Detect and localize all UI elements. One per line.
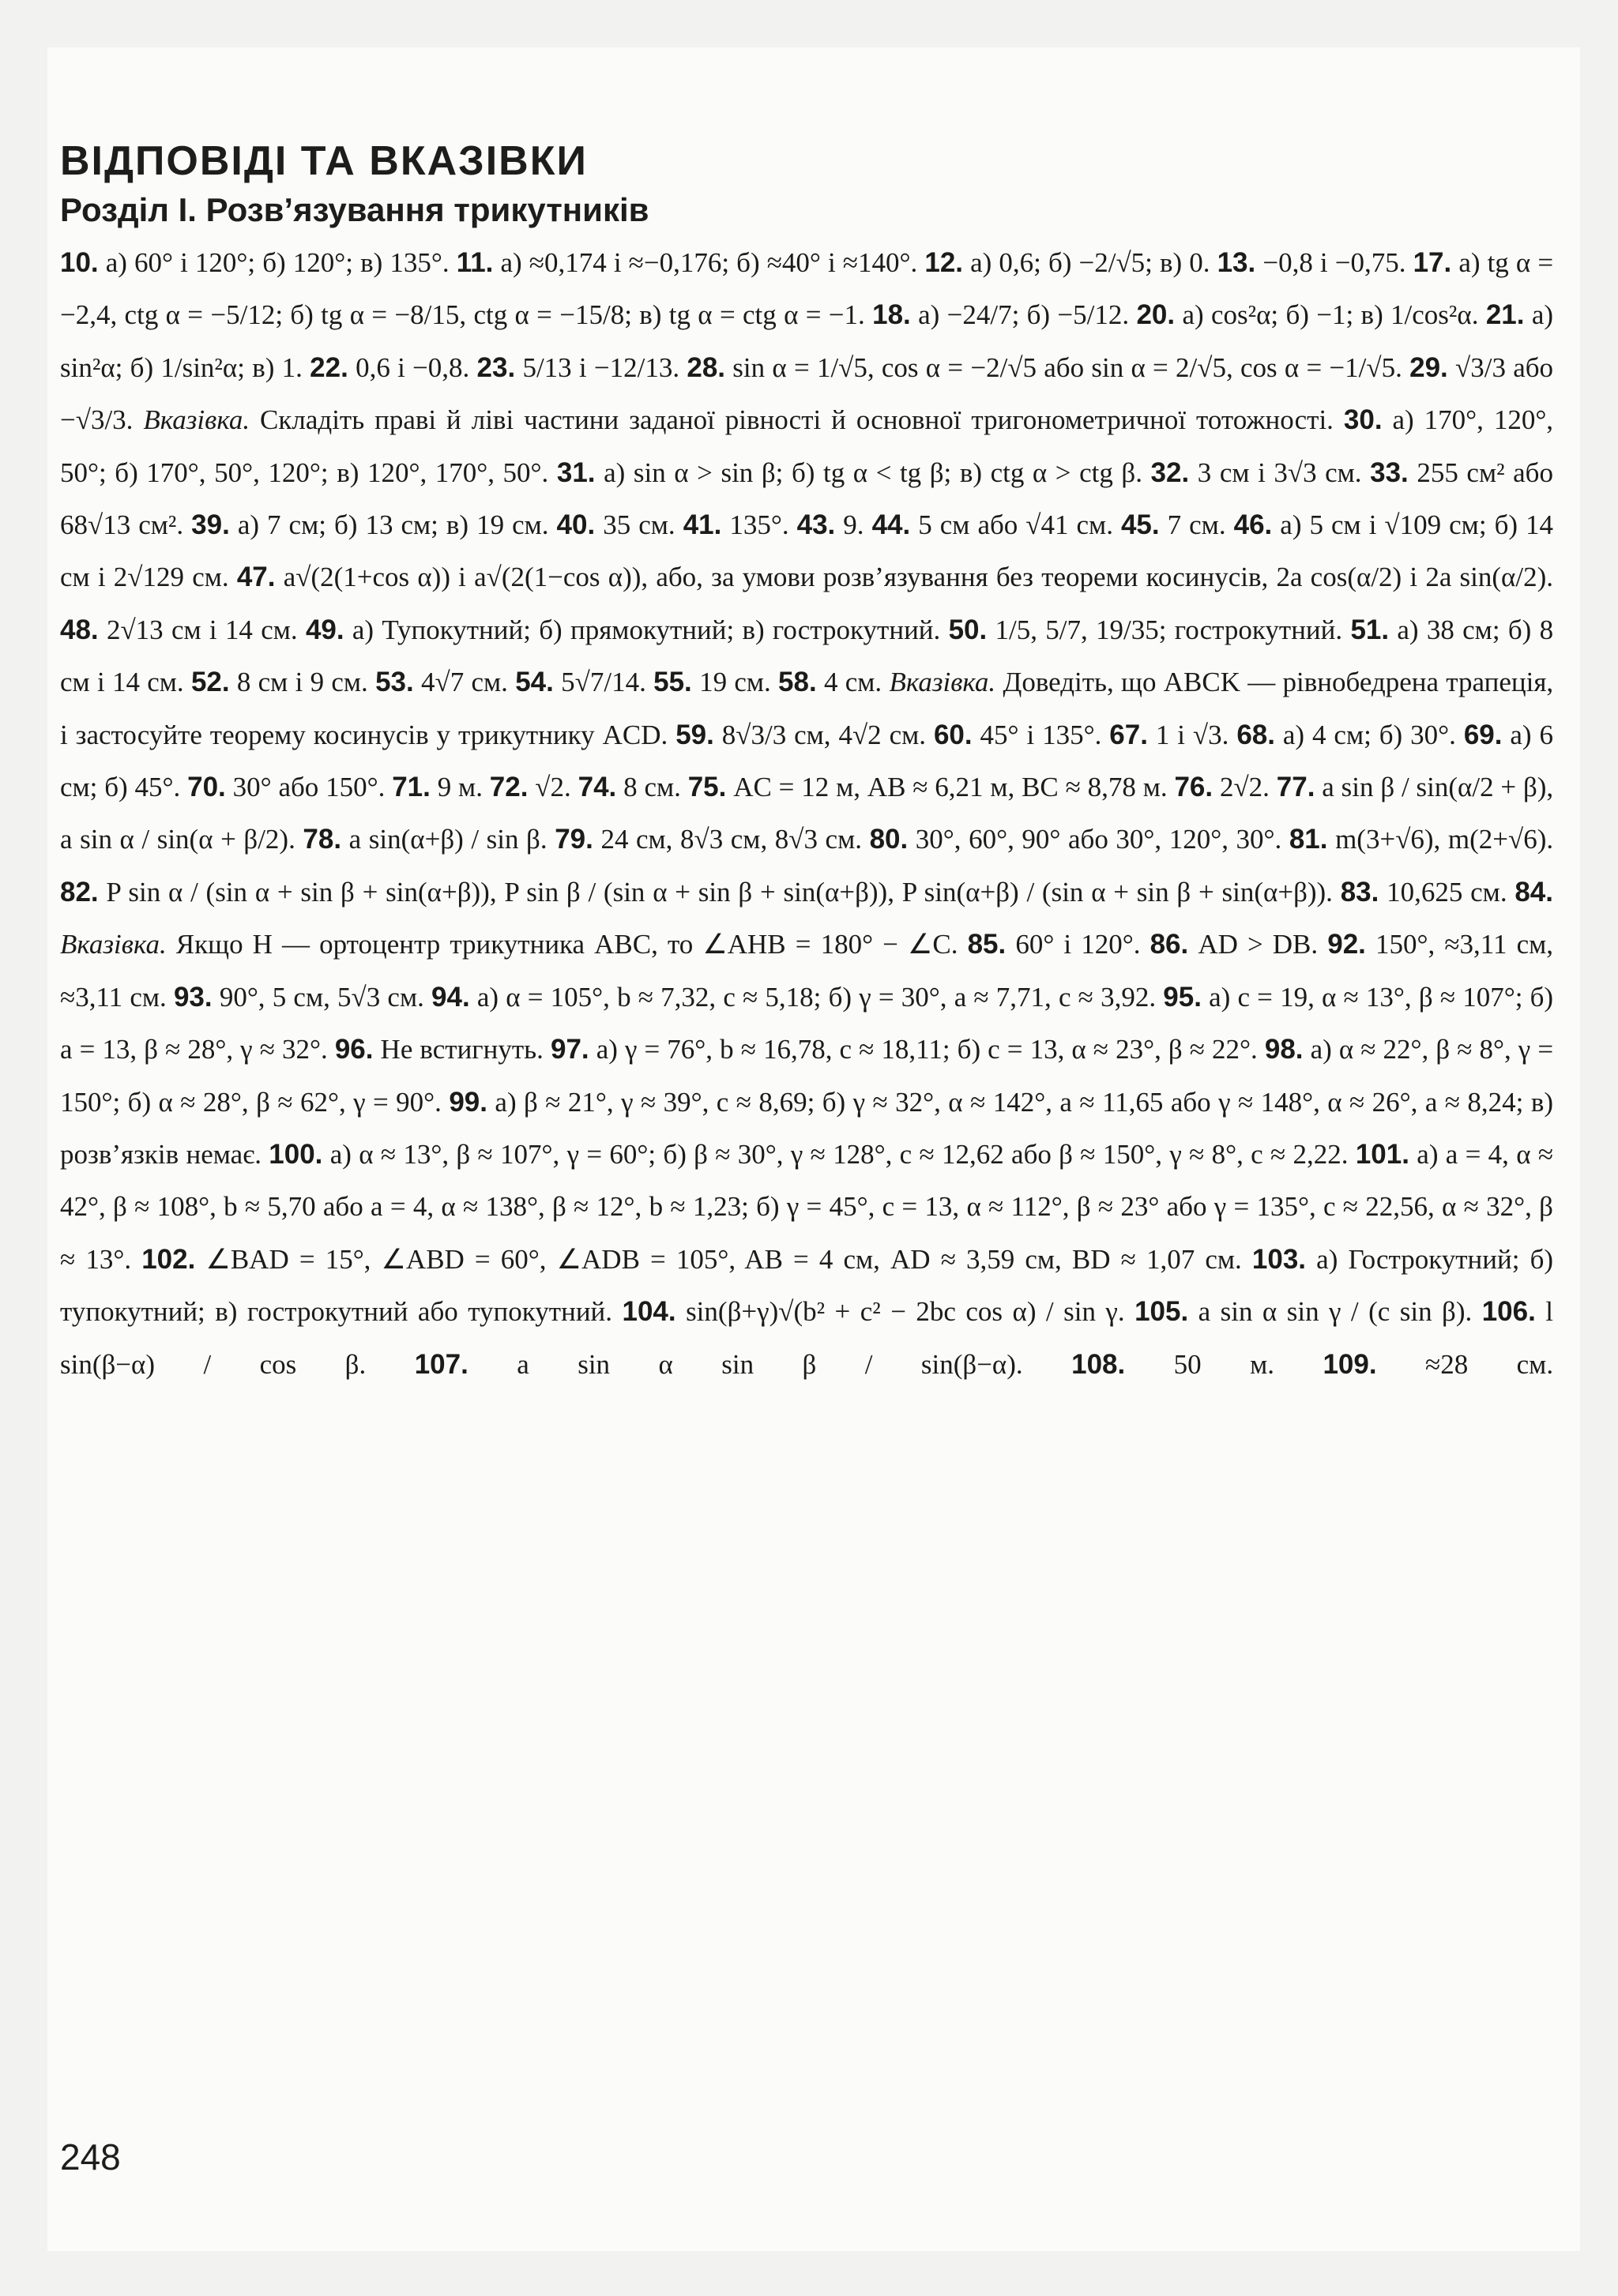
answer-number: 46. (1233, 509, 1273, 541)
answer-number: 72. (489, 772, 529, 803)
answer-number: 59. (675, 719, 714, 750)
answer-number: 102. (141, 1243, 196, 1275)
answer-text: а) −24/7; б) −5/12. (918, 299, 1130, 331)
answer-entry (141, 1244, 1242, 1275)
answer-text: а) tg α = −2,4, ctg α = −5/12; б) tg α = −8/15, ctg α = −15/8; в) tg α = ctg α = −1. (60, 247, 1554, 331)
answer-entry (174, 982, 424, 1013)
answer-number: 74. (578, 772, 617, 803)
answer-text: 0,6 і −0,8. (356, 351, 470, 383)
answer-text: 10,625 см. (1387, 876, 1507, 908)
answer-number: 21. (1485, 299, 1525, 331)
answer-text: а) 5 см і √109 см; б) 14 см і 2√129 см. (60, 509, 1554, 593)
answer-number: 98. (1264, 1034, 1304, 1065)
answer-number: 55. (653, 667, 692, 698)
answer-text: P sin α / (sin α + sin β + sin(α+β)), P sin β / (sin α + sin β + sin(α+β)), P sin(α+β) / (sin α + sin β + sin(α+β)). (106, 876, 1333, 908)
answer-text: а) cos²α; б) −1; в) 1/cos²α. (1182, 299, 1479, 331)
answer-number: 104. (622, 1296, 676, 1328)
answer-text: 50 м. (1173, 1348, 1274, 1380)
answer-entry (687, 352, 1402, 383)
answer-text: а) 0,6; б) −2/√5; в) 0. (970, 247, 1210, 278)
answer-text: 3 см і 3√3 см. (1197, 457, 1362, 488)
answer-number: 99. (449, 1086, 487, 1118)
answer-entry (675, 720, 926, 750)
answer-entry (237, 562, 1553, 592)
answer-number: 106. (1481, 1296, 1536, 1328)
answer-entry (949, 614, 1343, 645)
answer-entry (60, 247, 450, 278)
answer-text: а) γ = 76°, b ≈ 16,78, c ≈ 18,11; б) c = 13, α ≈ 23°, β ≈ 22°. (596, 1034, 1258, 1065)
answer-text: Не встигнуть. (380, 1034, 544, 1065)
answer-text: 8 см. (623, 772, 681, 803)
answer-text: a sin β / sin(α/2 + β), a sin α / sin(α + β/2). (60, 772, 1554, 855)
answer-text: а) Тупокутний; б) прямокутний; в) гострокутний. (352, 614, 941, 645)
answer-text: ≈28 см. (1425, 1348, 1554, 1380)
answers-block (60, 237, 1553, 1391)
answer-text: 4 см. (823, 667, 882, 698)
answer-number: 95. (1163, 981, 1202, 1013)
answer-number: 13. (1217, 247, 1256, 278)
answer-text: sin(β+γ)√(b² + c² − 2bc cos α) / sin γ. (686, 1296, 1125, 1328)
answer-entry (1109, 720, 1229, 750)
answer-entry (622, 1296, 1124, 1327)
answer-number: 54. (515, 667, 554, 698)
answer-text: а) 60° і 120°; б) 120°; в) 135°. (105, 247, 450, 278)
answer-text: а) β ≈ 21°, γ ≈ 39°, c ≈ 8,69; б) γ ≈ 32°, α ≈ 142°, a ≈ 11,65 або γ ≈ 148°, α ≈ 26°, a ≈ 8,24; в) розв’язків немає. (60, 1086, 1553, 1170)
answer-entry (551, 1034, 1258, 1065)
answer-entry (872, 509, 1113, 540)
answer-text: 8√3/3 см, 4√2 см. (721, 719, 927, 750)
answer-text: 9 м. (437, 772, 483, 803)
answer-text: а) Гострокутний; б) тупокутний; в) гострокутний або тупокутний. (60, 1243, 1554, 1328)
answer-text: sin α = 1/√5, cos α = −2/√5 або sin α = 2/√5, cos α = −1/√5. (732, 351, 1402, 383)
answer-text: ∠BAD = 15°, ∠ABD = 60°, ∠ADB = 105°, AB = 4 см, AD ≈ 3,59 см, BD ≈ 1,07 см. (205, 1243, 1242, 1275)
answer-text: a sin(α+β) / sin β. (348, 824, 547, 855)
answer-number: 108. (1071, 1348, 1126, 1380)
answer-entry (392, 772, 483, 802)
answer-entry (1071, 1349, 1274, 1380)
answer-text: а) 38 см; б) 8 см і 14 см. (60, 614, 1554, 698)
answer-entry (1174, 772, 1269, 802)
answer-text: AD > DB. (1198, 929, 1319, 960)
hint-text: Складіть праві й ліві частини заданої рівності й основної тригонометричної тотожності. (260, 404, 1334, 436)
answer-number: 18. (872, 299, 911, 331)
answer-text: a sin α sin γ / (c sin β). (1198, 1296, 1473, 1328)
answer-text: 4√7 см. (421, 667, 508, 698)
answer-number: 105. (1134, 1296, 1189, 1328)
answer-entry (555, 824, 862, 855)
hint-text: Якщо H — ортоцентр трикутника ABC, то ∠AHB = 180° − ∠C. (175, 929, 958, 960)
answer-entry (490, 772, 571, 802)
answer-entry (1150, 929, 1319, 960)
answer-entry (578, 772, 681, 802)
answer-text: 5√7/14. (561, 667, 646, 698)
answer-entry (477, 352, 680, 383)
answer-number: 70. (187, 772, 226, 803)
answer-text: 19 см. (699, 667, 771, 698)
answer-entry (515, 667, 646, 697)
answer-text: а) 6 см; б) 45°. (60, 719, 1554, 803)
answer-number: 48. (60, 614, 99, 645)
answer-number: 77. (1276, 772, 1315, 803)
answer-entry (557, 509, 675, 540)
answer-number: 44. (871, 509, 911, 541)
hint-text: Доведіть, що ABCK — рівнобедрена трапеція, і застосуйте теорему косинусів у трикутнику ACD. (60, 667, 1554, 750)
answer-number: 40. (556, 509, 596, 541)
answer-entry (1289, 824, 1553, 855)
answer-entry (653, 667, 771, 697)
answer-text: 135°. (729, 509, 789, 541)
textbook-page (47, 47, 1580, 2251)
answer-number: 76. (1174, 772, 1214, 803)
answer-entry (924, 247, 1210, 278)
answer-number: 53. (375, 667, 414, 698)
answer-number: 23. (476, 351, 516, 383)
answer-entry (1323, 1349, 1553, 1380)
answer-text: 60° і 120°. (1015, 929, 1141, 960)
answer-text: 45° і 135°. (980, 719, 1102, 750)
answer-text: а) 170°, 120°, 50°; б) 170°, 50°, 120°; в) 120°, 170°, 50°. (60, 404, 1554, 488)
answer-entry (187, 772, 385, 802)
answer-entry (968, 929, 1141, 960)
answer-entry (1136, 299, 1478, 330)
answer-text: √3/3 або −√3/3. (60, 351, 1554, 436)
answer-number: 86. (1150, 929, 1189, 960)
answer-number: 92. (1327, 929, 1366, 960)
answer-text: 1 і √3. (1155, 719, 1229, 750)
answer-text: 30°, 60°, 90° або 30°, 120°, 30°. (915, 824, 1282, 855)
answer-entry (1217, 247, 1406, 278)
answer-entry (269, 1139, 1348, 1170)
answer-entry (797, 509, 864, 540)
answer-number: 29. (1409, 351, 1448, 383)
answer-entry (415, 1349, 1023, 1380)
answer-number: 11. (456, 247, 494, 278)
answer-entry (1341, 877, 1507, 908)
page-number: 248 (60, 2136, 121, 2178)
answer-text: 5 см або √41 см. (918, 509, 1113, 541)
answer-text: 8 см і 9 см. (236, 667, 368, 698)
answer-text: а) 7 см; б) 13 см; в) 19 см. (237, 509, 549, 541)
answer-number: 79. (555, 824, 593, 855)
answer-number: 109. (1323, 1348, 1377, 1380)
answer-text: а) α ≈ 22°, β ≈ 8°, γ = 150°; б) α ≈ 28°, β ≈ 62°, γ = 90°. (60, 1034, 1554, 1118)
answer-text: m(3+√6), m(2+√6). (1335, 824, 1554, 855)
answer-number: 39. (191, 509, 230, 541)
answer-text: а) sin²α; б) 1/sin²α; в) 1. (60, 299, 1554, 383)
answer-text: а) sin α > sin β; б) tg α < tg β; в) ctg α > ctg β. (604, 457, 1142, 488)
answer-entry (375, 667, 508, 697)
answer-number: 83. (1340, 876, 1379, 908)
answer-text: 9. (843, 509, 864, 541)
answer-text: a√(2(1+cos α)) і a√(2(1−cos α)), або, за умови розв’язування без теореми косинусів, 2a cos(α/2) і 2a sin(α/2). (283, 562, 1554, 593)
answer-number: 47. (236, 562, 276, 593)
answer-number: 84. (1515, 876, 1553, 908)
page-content (60, 134, 1553, 1391)
answer-text: 90°, 5 см, 5√3 см. (219, 981, 424, 1013)
answer-entry (335, 1034, 544, 1065)
answer-number: 50. (948, 614, 988, 645)
answer-text: а) c = 19, α ≈ 13°, β ≈ 107°; б) a = 13, β ≈ 28°, γ ≈ 32°. (60, 981, 1554, 1065)
answer-number: 30. (1343, 404, 1383, 436)
answer-number: 69. (1463, 719, 1503, 750)
answer-text: а) ≈0,174 і ≈−0,176; б) ≈40° і ≈140°. (500, 247, 918, 278)
answer-text: а) α ≈ 13°, β ≈ 107°, γ = 60°; б) β ≈ 30°, γ ≈ 128°, c ≈ 12,62 або β ≈ 150°, γ ≈ 8°, c ≈ 2,22. (329, 1138, 1349, 1170)
answer-number: 75. (687, 772, 727, 803)
answer-number: 52. (190, 667, 230, 698)
answer-text: 30° або 150°. (232, 772, 386, 803)
answer-text: 24 см, 8√3 см, 8√3 см. (600, 824, 862, 855)
answer-entry (1236, 720, 1456, 750)
answer-text: 7 см. (1167, 509, 1226, 541)
answer-number: 33. (1370, 457, 1409, 488)
answer-entry (310, 352, 469, 383)
answer-number: 20. (1136, 299, 1176, 331)
answer-text: 5/13 і −12/13. (522, 351, 680, 383)
answer-number: 68. (1236, 719, 1275, 750)
answer-entry (557, 457, 1142, 488)
answer-text: −0,8 і −0,75. (1262, 247, 1406, 278)
hint-label: Вказівка. (60, 929, 167, 960)
answer-entry (431, 982, 1156, 1013)
answer-entry (60, 614, 298, 645)
answer-number: 93. (173, 981, 213, 1013)
answer-entry (683, 509, 789, 540)
answer-entry (457, 247, 918, 278)
answer-entry (191, 667, 368, 697)
answer-number: 51. (1350, 614, 1390, 645)
answer-number: 28. (687, 351, 726, 383)
answer-text: а) 4 см; б) 30°. (1282, 719, 1456, 750)
answer-number: 107. (414, 1348, 468, 1380)
answer-number: 22. (310, 351, 348, 383)
answer-number: 81. (1289, 824, 1328, 855)
answer-number: 67. (1109, 719, 1148, 750)
answer-entry (191, 509, 548, 540)
answer-entry (1151, 457, 1362, 488)
answer-text: 2√2. (1219, 772, 1270, 803)
answer-number: 101. (1355, 1138, 1409, 1170)
answer-number: 45. (1120, 509, 1160, 541)
answer-number: 12. (924, 247, 964, 278)
answer-text: AC = 12 м, AB ≈ 6,21 м, BC ≈ 8,78 м. (733, 772, 1168, 803)
section-title: Розділ І. Розв’язування трикутників (60, 191, 649, 228)
answer-number: 10. (60, 247, 99, 278)
answer-number: 58. (778, 667, 817, 698)
answer-text: l sin(β−α) / cos β. (60, 1296, 1554, 1380)
answer-text: а) α = 105°, b ≈ 7,32, c ≈ 5,18; б) γ = 30°, a ≈ 7,71, c ≈ 3,92. (476, 981, 1157, 1013)
answer-entry (870, 824, 1282, 855)
answer-number: 94. (431, 981, 470, 1013)
answer-number: 49. (305, 614, 344, 645)
answer-text: а) a = 4, α ≈ 42°, β ≈ 108°, b ≈ 5,70 або a = 4, α ≈ 138°, β ≈ 12°, b ≈ 1,23; б) γ = 45°, c = 13, α ≈ 112°, β ≈ 23° або γ = 135°, c ≈ 22,56, α ≈ 32°, β ≈ 13°. (60, 1138, 1554, 1275)
answer-text: 2√13 см і 14 см. (106, 614, 298, 645)
answer-text: 35 см. (603, 509, 675, 541)
answer-number: 80. (869, 824, 909, 855)
answer-text: 1/5, 5/7, 19/35; гострокутний. (995, 614, 1343, 645)
answer-number: 103. (1251, 1243, 1307, 1275)
answer-entry (1121, 509, 1226, 540)
answer-entry (306, 614, 940, 645)
answer-number: 31. (556, 457, 596, 488)
answer-number: 78. (303, 824, 342, 855)
hint-label: Вказівка. (143, 404, 250, 436)
answer-number: 100. (269, 1138, 323, 1170)
answer-text: √2. (535, 772, 571, 803)
answer-number: 97. (550, 1034, 589, 1065)
answer-number: 17. (1413, 247, 1452, 278)
answer-entry (60, 877, 1333, 908)
answer-text: a sin α sin β / sin(β−α). (517, 1348, 1023, 1380)
answer-number: 82. (60, 876, 99, 908)
answer-number: 85. (967, 929, 1007, 960)
answer-number: 43. (796, 509, 836, 541)
answer-entry (934, 720, 1101, 750)
hint-label: Вказівка. (889, 667, 996, 698)
answer-number: 60. (933, 719, 973, 750)
answer-entry (1134, 1296, 1472, 1327)
answer-number: 41. (683, 509, 722, 541)
answer-number: 71. (392, 772, 431, 803)
page-heading: ВІДПОВІДІ ТА ВКАЗІВКИ (60, 138, 588, 184)
answer-entry (303, 824, 547, 855)
answer-number: 96. (334, 1034, 374, 1065)
answer-text: 150°, ≈3,11 см, ≈3,11 см. (60, 929, 1554, 1013)
answer-entry (688, 772, 1168, 802)
answer-text: 255 см² або 68√13 см². (60, 457, 1553, 541)
answer-number: 32. (1150, 457, 1190, 488)
answer-entry (872, 299, 1129, 330)
